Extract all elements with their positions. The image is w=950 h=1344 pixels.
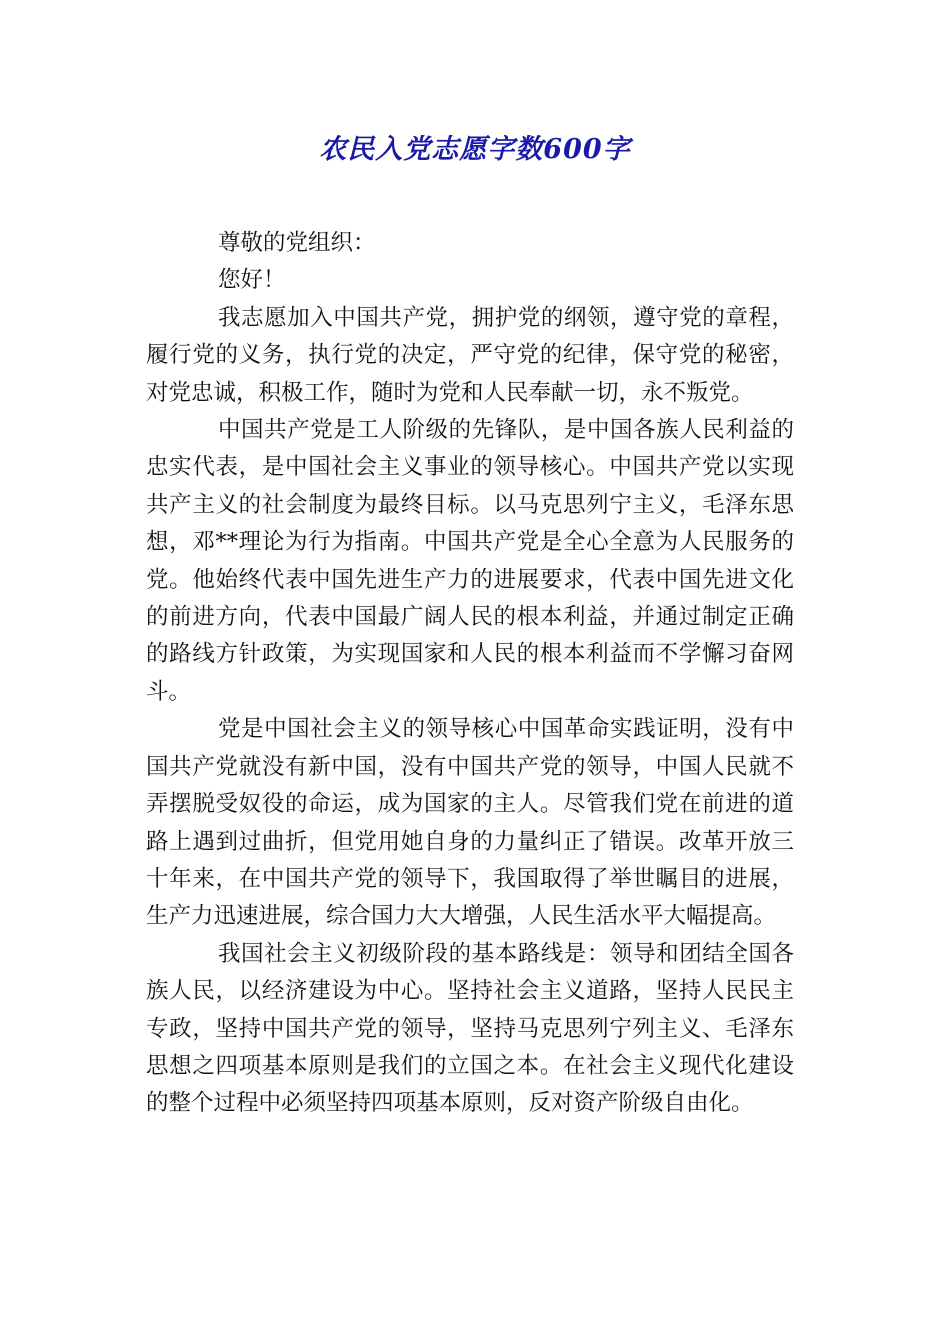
greeting: 您好！ [218,267,286,294]
document-title: 农民入党志愿字数600字 [319,134,631,165]
paragraph-2: 中国共产党是工人阶级的先锋队，是中国各族人民利益的忠实代表，是中国社会主义事业的领导核心。中国共产党以实现共产主义的社会制度为最终目标。以马克思列宁主义，毛泽东思想，邓**理论为行为指南。中国共产党是全心全意为人民服务的党。他始终代表中国先进生产力的进展要求，代表中国先进文化的前进方向，代表中国最广阔人民的根本利益，并通过制定正确的路线方针政策，为实现国家和人民的根本利益而不学懈习奋网斗。 [146,417,794,705]
paragraph-3: 党是中国社会主义的领导核心中国革命实践证明，没有中国共产党就没有新中国，没有中国共产党的领导，中国人民就不弄摆脱受奴役的命运，成为国家的主人。尽管我们党在前进的道路上遇到过曲折，但党用她自身的力量纠正了错误。改革开放三十年来，在中国共产党的领导下，我国取得了举世瞩目的进展，生产力迅速进展，综合国力大大增强，人民生活水平大幅提高。 [146,716,794,930]
document-body [146,225,794,1123]
salutation: 尊敬的党组织： [218,230,376,256]
paragraph-1: 我志愿加入中国共产党，拥护党的纲领，遵守党的章程，履行党的义务，执行党的决定，严守党的纪律，保守党的秘密，对党忠诚，积极工作，随时为党和人民奉献一切，永不叛党。 [146,304,794,406]
paragraph-4: 我国社会主义初级阶段的基本路线是：领导和团结全国各族人民，以经济建设为中心。坚持社会主义道路，坚持人民民主专政，坚持中国共产党的领导，坚持马克思列宁列主义、毛泽东思想之四项基本原则是我们的立国之本。在社会主义现代化建设的整个过程中必须坚持四项基本原则，反对资产阶级自由化。 [146,940,794,1117]
